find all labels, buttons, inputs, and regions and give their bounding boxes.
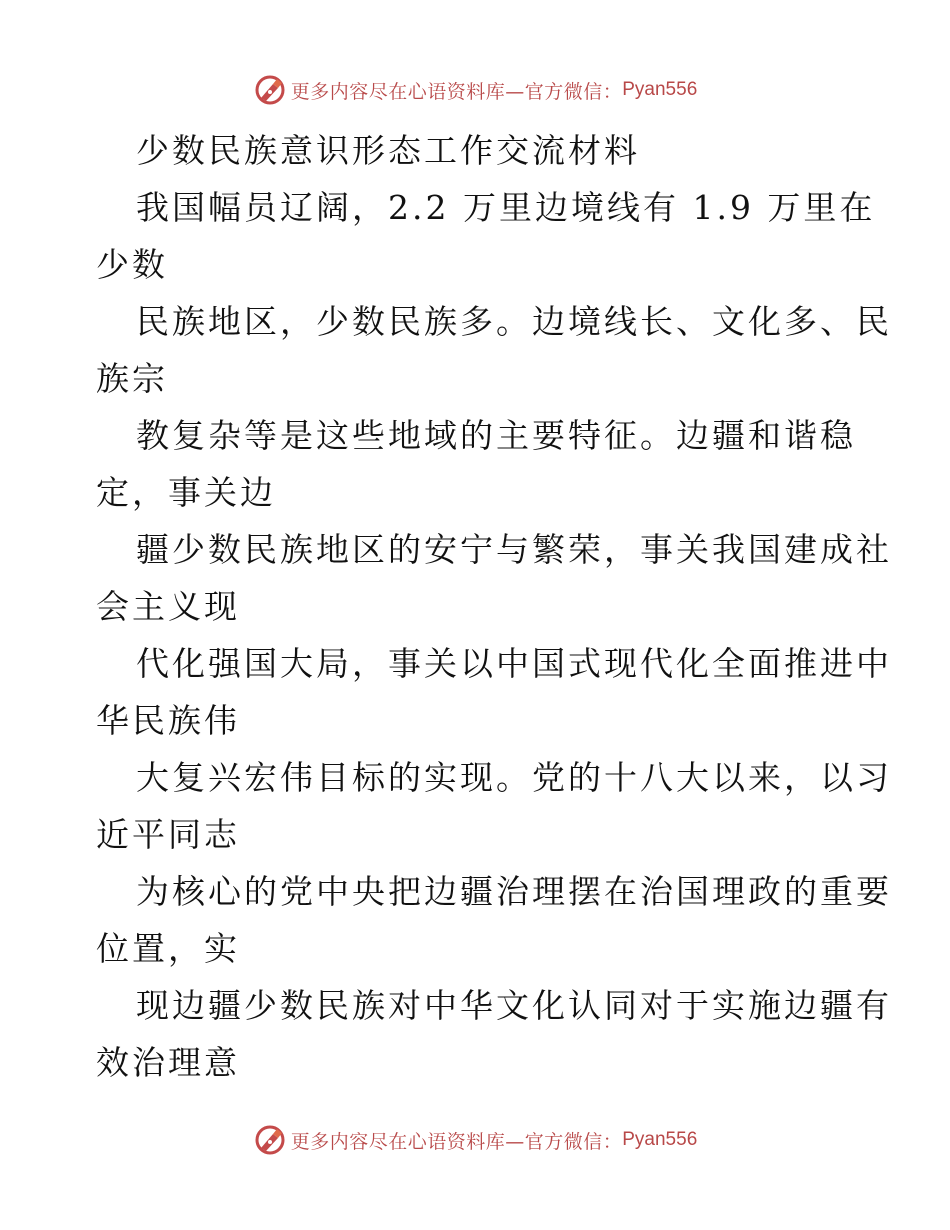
text-line: 我国幅员辽阔，2.2 万里边境线有 1.9 万里在 [136, 188, 876, 227]
document-body [96, 122, 892, 1091]
text-line: 族宗 [96, 359, 168, 398]
header-watermark [0, 72, 950, 108]
text-line: 民族地区，少数民族多。边境线长、文化多、民 [136, 302, 892, 341]
text-line: 疆少数民族地区的安宁与繁荣，事关我国建成社 [136, 530, 892, 569]
watermark-wechat-id: Pyan556 [622, 1129, 698, 1150]
watermark-text: 更多内容尽在心语资料库—官方微信： [290, 1130, 623, 1153]
text-line: 华民族伟 [96, 701, 240, 740]
text-line: 为核心的党中央把边疆治理摆在治国理政的重要 [136, 872, 892, 911]
text-line: 代化强国大局，事关以中国式现代化全面推进中 [136, 644, 892, 683]
pen-nib-circle-icon [253, 73, 287, 107]
text-line: 现边疆少数民族对中华文化认同对于实施边疆有 [136, 986, 892, 1025]
text-line: 大复兴宏伟目标的实现。党的十八大以来，以习 [136, 758, 892, 797]
text-line: 近平同志 [96, 815, 240, 854]
watermark-wechat-id: Pyan556 [622, 79, 698, 100]
text-line: 效治理意 [96, 1043, 240, 1082]
text-line: 会主义现 [96, 587, 240, 626]
text-line: 定，事关边 [96, 473, 276, 512]
watermark-text: 更多内容尽在心语资料库—官方微信： [290, 80, 623, 103]
footer-watermark [0, 1122, 950, 1158]
text-line: 少数民族意识形态工作交流材料 [136, 131, 640, 170]
pen-nib-circle-icon [253, 1123, 287, 1157]
text-line: 少数 [96, 245, 168, 284]
text-line: 位置，实 [96, 929, 240, 968]
text-line: 教复杂等是这些地域的主要特征。边疆和谐稳 [136, 416, 856, 455]
